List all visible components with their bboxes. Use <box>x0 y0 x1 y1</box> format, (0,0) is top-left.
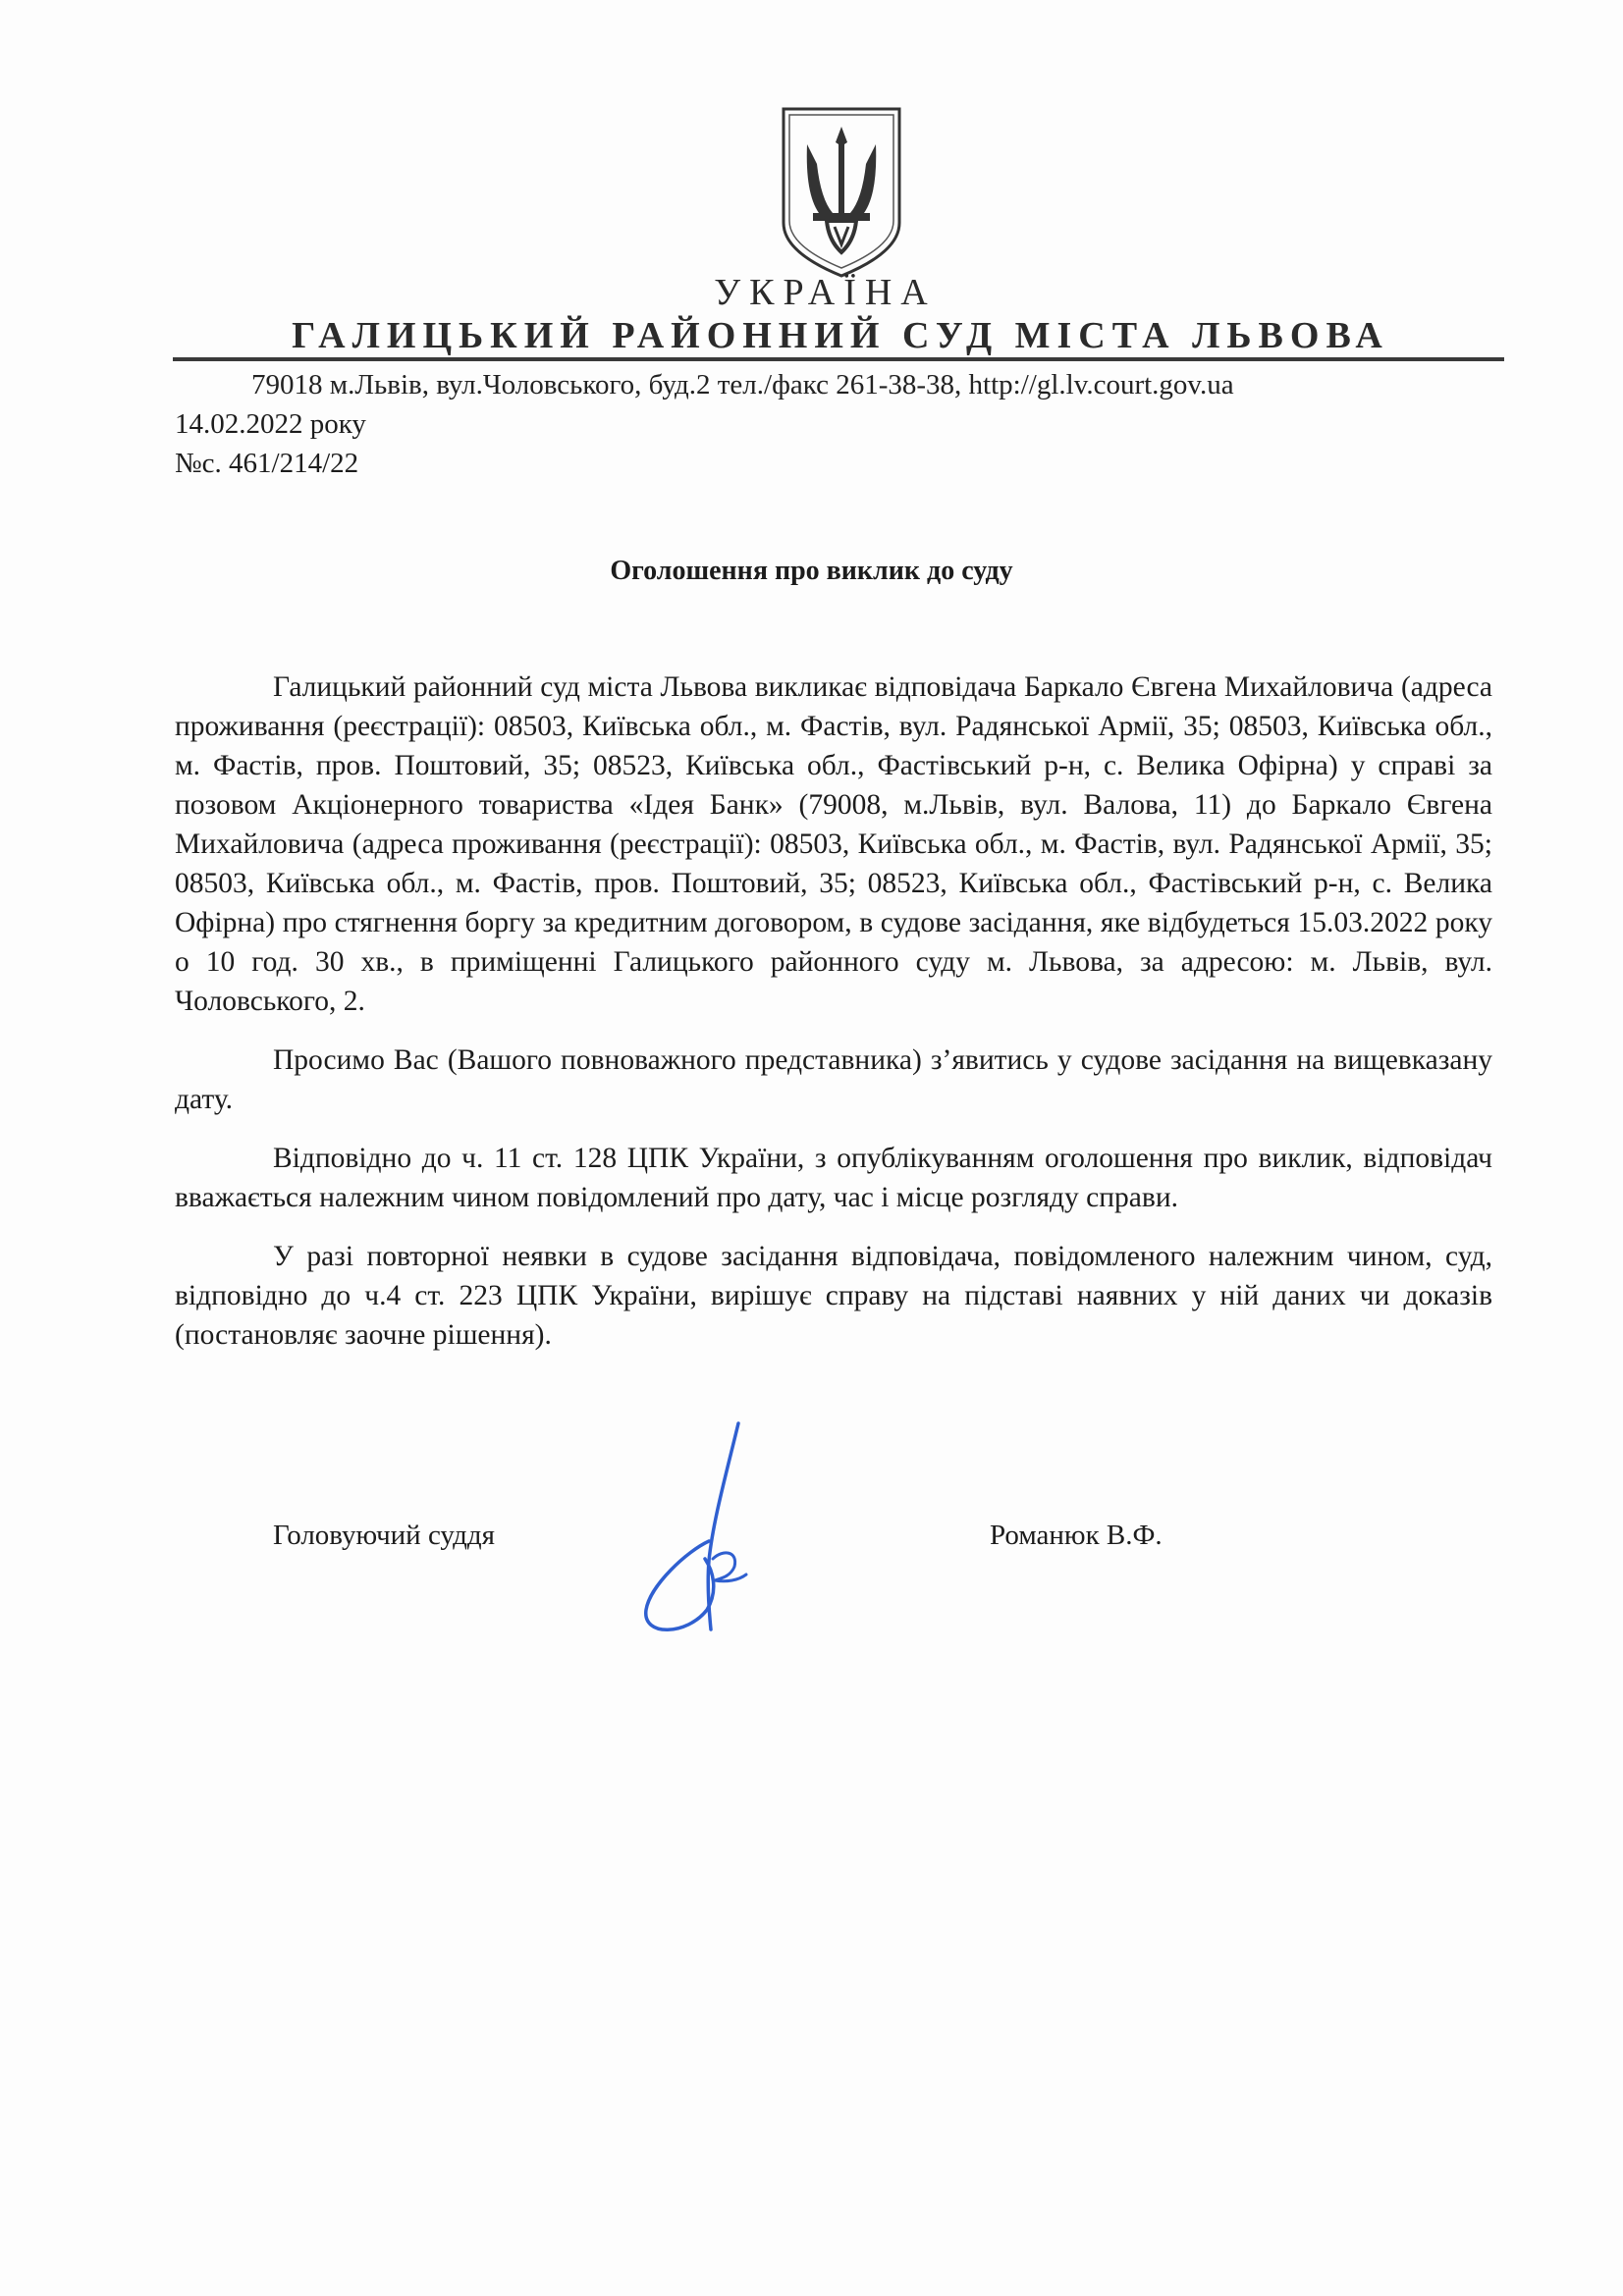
court-name-heading: ГАЛИЦЬКИЙ РАЙОННИЙ СУД МІСТА ЛЬВОВА <box>292 315 1389 356</box>
case-number: №с. 461/214/22 <box>175 448 359 479</box>
handwritten-signature <box>628 1414 766 1659</box>
document-body <box>175 667 1492 1374</box>
paragraph-notice: Відповідно до ч. 11 ст. 128 ЦПК України, з опублікуванням оголошення про виклик, відповідач вважається належним чином повідомлений про дату, час і місце розгляду справи. <box>175 1143 1492 1213</box>
document-title: Оголошення про виклик до суду <box>610 556 1013 586</box>
country-heading: УКРАЇНА <box>714 272 937 313</box>
court-address: 79018 м.Львів, вул.Чоловського, буд.2 тел./факс 261-38-38, http://gl.lv.court.gov.ua <box>251 369 1234 400</box>
document-date: 14.02.2022 року <box>175 408 366 440</box>
header-divider <box>173 357 1504 361</box>
judge-title: Головуючий суддя <box>273 1520 495 1551</box>
paragraph-default-judgment: У разі повторної неявки в судове засідання відповідача, повідомленого належним чином, суд, відповідно до ч.4 ст. 223 ЦПК України, вирішує справу на підставі наявних у ній даних чи доказів (постановляє заочне рішення). <box>175 1241 1492 1351</box>
paragraph-summons: Галицький районний суд міста Львова викликає відповідача Баркало Євгена Михайловича (адреса проживання (реєстрації): 08503, Київська обл., м. Фастів, вул. Радянської Армії, 35; 08503, Київська обл., м. Фастів, пров. Поштовий, 35; 08523, Київська обл., Фастівський р-н, с. Велика Офірна) у справі за позовом Акціонерного товариства «Ідея Банк» (79008, м.Львів, вул. Валова, 11) до Баркало Євгена Михайловича (адреса проживання (реєстрації): 08503, Київська обл., м. Фастів, вул. Радянської Армії, 35; 08503, Київська обл., м. Фастів, пров. Поштовий, 35; 08523, Київська обл., Фастівський р-н, с. Велика Офірна) про стягнення боргу за кредитним договором, в судове засідання, яке відбудеться 15.03.2022 року о 10 год. 30 хв., в приміщенні Галицького районного суду м. Львова, за адресою: м. Львів, вул. Чоловського, 2. <box>175 671 1492 1017</box>
paragraph-request: Просимо Вас (Вашого повноважного представника) з’явитись у судове засідання на вищевказану дату. <box>175 1044 1492 1115</box>
trident-coat-of-arms-icon <box>778 105 905 280</box>
judge-name: Романюк В.Ф. <box>990 1520 1163 1551</box>
